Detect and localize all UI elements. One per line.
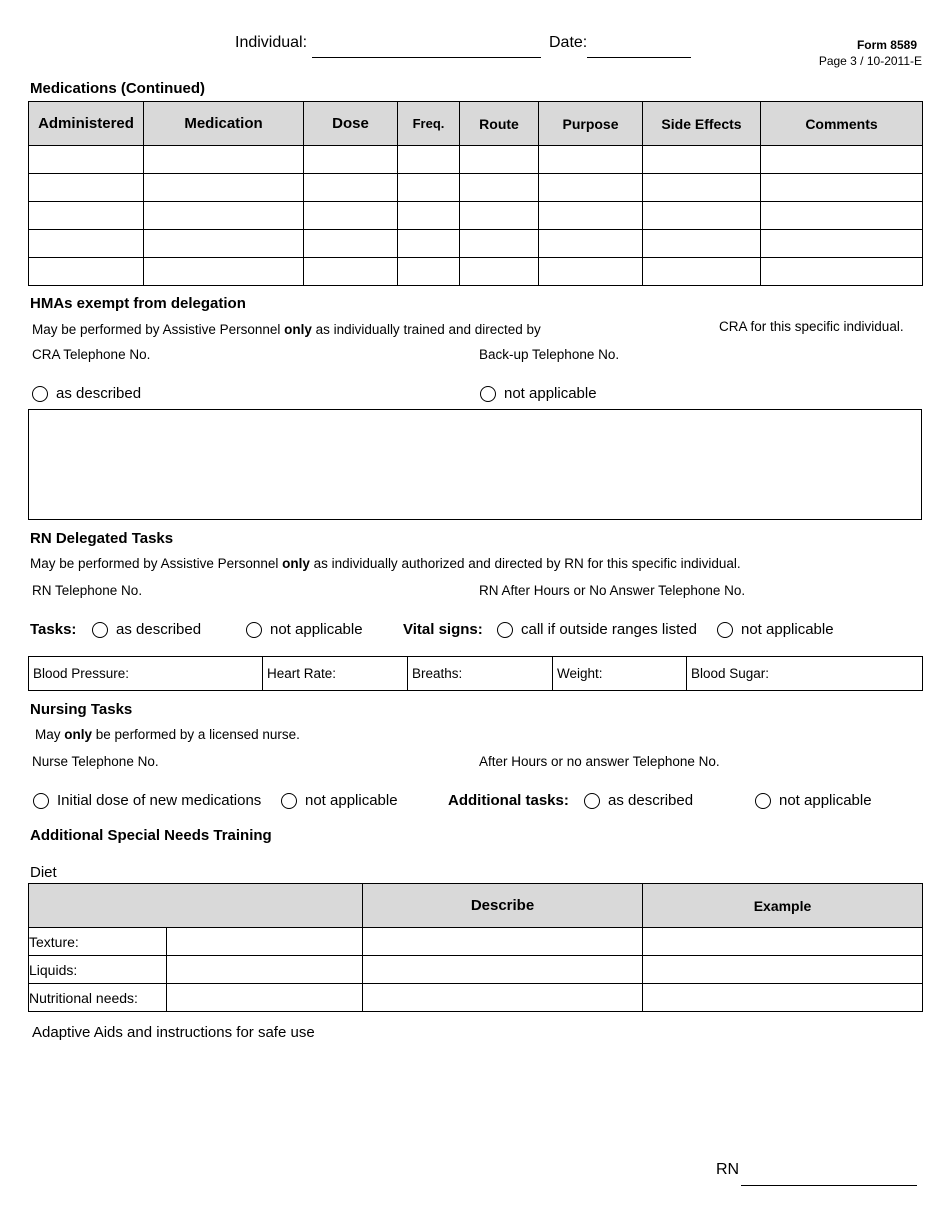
rn-desc-pre: May be performed by Assistive Personnel	[30, 556, 283, 571]
table-row	[29, 146, 923, 174]
radio-icon[interactable]	[32, 386, 48, 402]
medications-title: Medications (Continued)	[30, 80, 205, 97]
table-cell[interactable]	[460, 146, 539, 174]
liquids-label: Liquids:	[29, 956, 167, 984]
adaptive-aids-label: Adaptive Aids and instructions for safe use	[32, 1024, 315, 1041]
table-row	[29, 202, 923, 230]
rn-signature-field[interactable]	[741, 1185, 917, 1186]
table-cell[interactable]	[144, 202, 304, 230]
table-cell[interactable]	[29, 230, 144, 258]
vitals-option-na[interactable]	[717, 621, 834, 638]
rn-after-hours-label: RN After Hours or No Answer Telephone No.	[479, 583, 746, 598]
table-cell[interactable]	[144, 174, 304, 202]
radio-icon[interactable]	[755, 793, 771, 809]
vitals-row	[29, 657, 923, 691]
form-number: Form 8589	[856, 38, 917, 52]
medications-table	[28, 101, 923, 286]
rn-tasks-title: RN Delegated Tasks	[30, 530, 174, 547]
tasks-option-described[interactable]	[92, 621, 201, 638]
breaths-field[interactable]: Breaths:	[408, 657, 553, 691]
table-cell[interactable]	[398, 258, 460, 286]
table-cell[interactable]	[460, 202, 539, 230]
table-cell[interactable]	[643, 230, 761, 258]
table-cell[interactable]	[363, 928, 643, 956]
nursing-description	[35, 727, 300, 742]
table-cell[interactable]	[167, 984, 363, 1012]
tasks-label: Tasks:	[30, 621, 77, 638]
rn-tasks-description	[30, 556, 741, 571]
radio-icon[interactable]	[497, 622, 513, 638]
table-cell[interactable]	[304, 230, 398, 258]
radio-icon[interactable]	[717, 622, 733, 638]
table-cell[interactable]	[398, 202, 460, 230]
blood-sugar-field[interactable]: Blood Sugar:	[687, 657, 923, 691]
individual-field[interactable]	[312, 57, 541, 58]
table-cell[interactable]	[304, 258, 398, 286]
date-label: Date:	[549, 34, 588, 51]
table-cell[interactable]	[643, 956, 923, 984]
hmas-description	[32, 322, 541, 337]
table-cell[interactable]	[643, 928, 923, 956]
blood-pressure-field[interactable]: Blood Pressure:	[29, 657, 263, 691]
hmas-option-described-label: as described	[56, 385, 142, 402]
tasks-na-label: not applicable	[270, 621, 363, 638]
table-cell[interactable]	[539, 230, 643, 258]
initial-dose-label: Initial dose of new medications	[57, 792, 262, 809]
table-row	[29, 174, 923, 202]
weight-field[interactable]: Weight:	[553, 657, 687, 691]
table-cell[interactable]	[539, 258, 643, 286]
date-field[interactable]	[587, 57, 691, 58]
table-cell[interactable]	[304, 146, 398, 174]
table-cell[interactable]	[363, 984, 643, 1012]
table-cell[interactable]	[29, 258, 144, 286]
table-cell[interactable]	[29, 146, 144, 174]
table-row	[29, 230, 923, 258]
table-cell[interactable]	[398, 230, 460, 258]
table-cell[interactable]	[761, 202, 923, 230]
table-cell[interactable]	[144, 258, 304, 286]
tasks-option-na[interactable]	[246, 621, 363, 638]
col-freq: Freq.	[398, 102, 460, 146]
additional-described-label: as described	[608, 792, 694, 809]
table-cell[interactable]	[643, 984, 923, 1012]
table-cell[interactable]	[643, 146, 761, 174]
radio-icon[interactable]	[33, 793, 49, 809]
backup-phone-label: Back-up Telephone No.	[479, 347, 620, 362]
table-cell[interactable]	[643, 174, 761, 202]
table-cell[interactable]	[29, 202, 144, 230]
cra-phone-label: CRA Telephone No.	[32, 347, 151, 362]
hmas-option-na[interactable]	[480, 385, 597, 402]
vitals-option-call[interactable]	[497, 621, 697, 638]
vitals-label: Vital signs:	[403, 621, 483, 638]
diet-table	[28, 883, 923, 1012]
table-cell[interactable]	[460, 258, 539, 286]
table-row	[29, 956, 923, 984]
hmas-description-box[interactable]	[28, 409, 922, 520]
table-cell[interactable]	[539, 146, 643, 174]
table-cell[interactable]	[761, 174, 923, 202]
table-cell[interactable]	[539, 174, 643, 202]
table-cell[interactable]	[643, 202, 761, 230]
additional-na-label: not applicable	[779, 792, 872, 809]
table-cell[interactable]	[144, 146, 304, 174]
rn-desc-post: as individually authorized and directed by RN for this specific individual.	[309, 556, 741, 571]
hmas-title: HMAs exempt from delegation	[30, 295, 246, 312]
hmas-option-na-label: not applicable	[504, 385, 597, 402]
table-cell[interactable]	[398, 174, 460, 202]
col-comments: Comments	[761, 102, 923, 146]
table-cell[interactable]	[29, 174, 144, 202]
vitals-na-label: not applicable	[741, 621, 834, 638]
table-row	[29, 984, 923, 1012]
table-cell[interactable]	[761, 230, 923, 258]
rn-signature-label: RN	[716, 1161, 740, 1178]
col-example: Example	[643, 884, 923, 928]
nurse-after-hours-label: After Hours or no answer Telephone No.	[479, 754, 720, 769]
rn-desc-bold: only	[282, 556, 310, 571]
hmas-desc-pre: May be performed by Assistive Personnel	[32, 322, 285, 337]
diet-header-row	[29, 884, 923, 928]
hmas-desc-post: as individually trained and directed by	[311, 322, 541, 337]
table-row	[29, 258, 923, 286]
col-dose: Dose	[304, 102, 398, 146]
vitals-table	[28, 656, 923, 691]
radio-icon[interactable]	[92, 622, 108, 638]
table-cell[interactable]	[304, 174, 398, 202]
initial-dose-option[interactable]	[33, 792, 261, 809]
radio-icon[interactable]	[584, 793, 600, 809]
page-info: Page 3 / 10-2011-E	[818, 54, 922, 68]
table-cell[interactable]	[460, 174, 539, 202]
diet-header-blank	[29, 884, 363, 928]
medications-header-row	[29, 102, 923, 146]
hmas-desc-bold: only	[284, 322, 312, 337]
nurse-phone-label: Nurse Telephone No.	[32, 754, 159, 769]
individual-label: Individual:	[235, 34, 308, 51]
initial-na-label: not applicable	[305, 792, 398, 809]
table-cell[interactable]	[761, 146, 923, 174]
radio-icon[interactable]	[480, 386, 496, 402]
diet-label: Diet	[30, 864, 57, 881]
col-purpose: Purpose	[539, 102, 643, 146]
nursing-desc-pre: May	[35, 727, 65, 742]
vitals-call-label: call if outside ranges listed	[521, 621, 697, 638]
radio-icon[interactable]	[281, 793, 297, 809]
radio-icon[interactable]	[246, 622, 262, 638]
rn-phone-label: RN Telephone No.	[32, 583, 143, 598]
special-needs-title: Additional Special Needs Training	[30, 827, 272, 844]
table-cell[interactable]	[539, 202, 643, 230]
col-medication: Medication	[144, 102, 304, 146]
hmas-desc-right: CRA for this specific individual.	[719, 319, 904, 334]
additional-described-option[interactable]	[584, 792, 693, 809]
heart-rate-field[interactable]: Heart Rate:	[263, 657, 408, 691]
tasks-described-label: as described	[116, 621, 202, 638]
table-cell[interactable]	[398, 146, 460, 174]
hmas-option-described[interactable]	[32, 385, 141, 402]
nursing-desc-post: be performed by a licensed nurse.	[92, 727, 300, 742]
table-cell[interactable]	[460, 230, 539, 258]
texture-label: Texture:	[29, 928, 167, 956]
table-row	[29, 928, 923, 956]
table-cell[interactable]	[761, 258, 923, 286]
col-describe: Describe	[363, 884, 643, 928]
col-route: Route	[460, 102, 539, 146]
initial-na-option[interactable]	[281, 792, 398, 809]
table-cell[interactable]	[363, 956, 643, 984]
table-cell[interactable]	[304, 202, 398, 230]
nursing-desc-bold: only	[64, 727, 93, 742]
col-administered: Administered	[29, 102, 144, 146]
table-cell[interactable]	[167, 928, 363, 956]
table-cell[interactable]	[167, 956, 363, 984]
additional-tasks-label: Additional tasks:	[448, 792, 569, 809]
nutritional-needs-label: Nutritional needs:	[29, 984, 167, 1012]
additional-na-option[interactable]	[755, 792, 872, 809]
table-cell[interactable]	[144, 230, 304, 258]
table-cell[interactable]	[643, 258, 761, 286]
nursing-title: Nursing Tasks	[30, 701, 133, 718]
col-side-effects: Side Effects	[643, 102, 761, 146]
